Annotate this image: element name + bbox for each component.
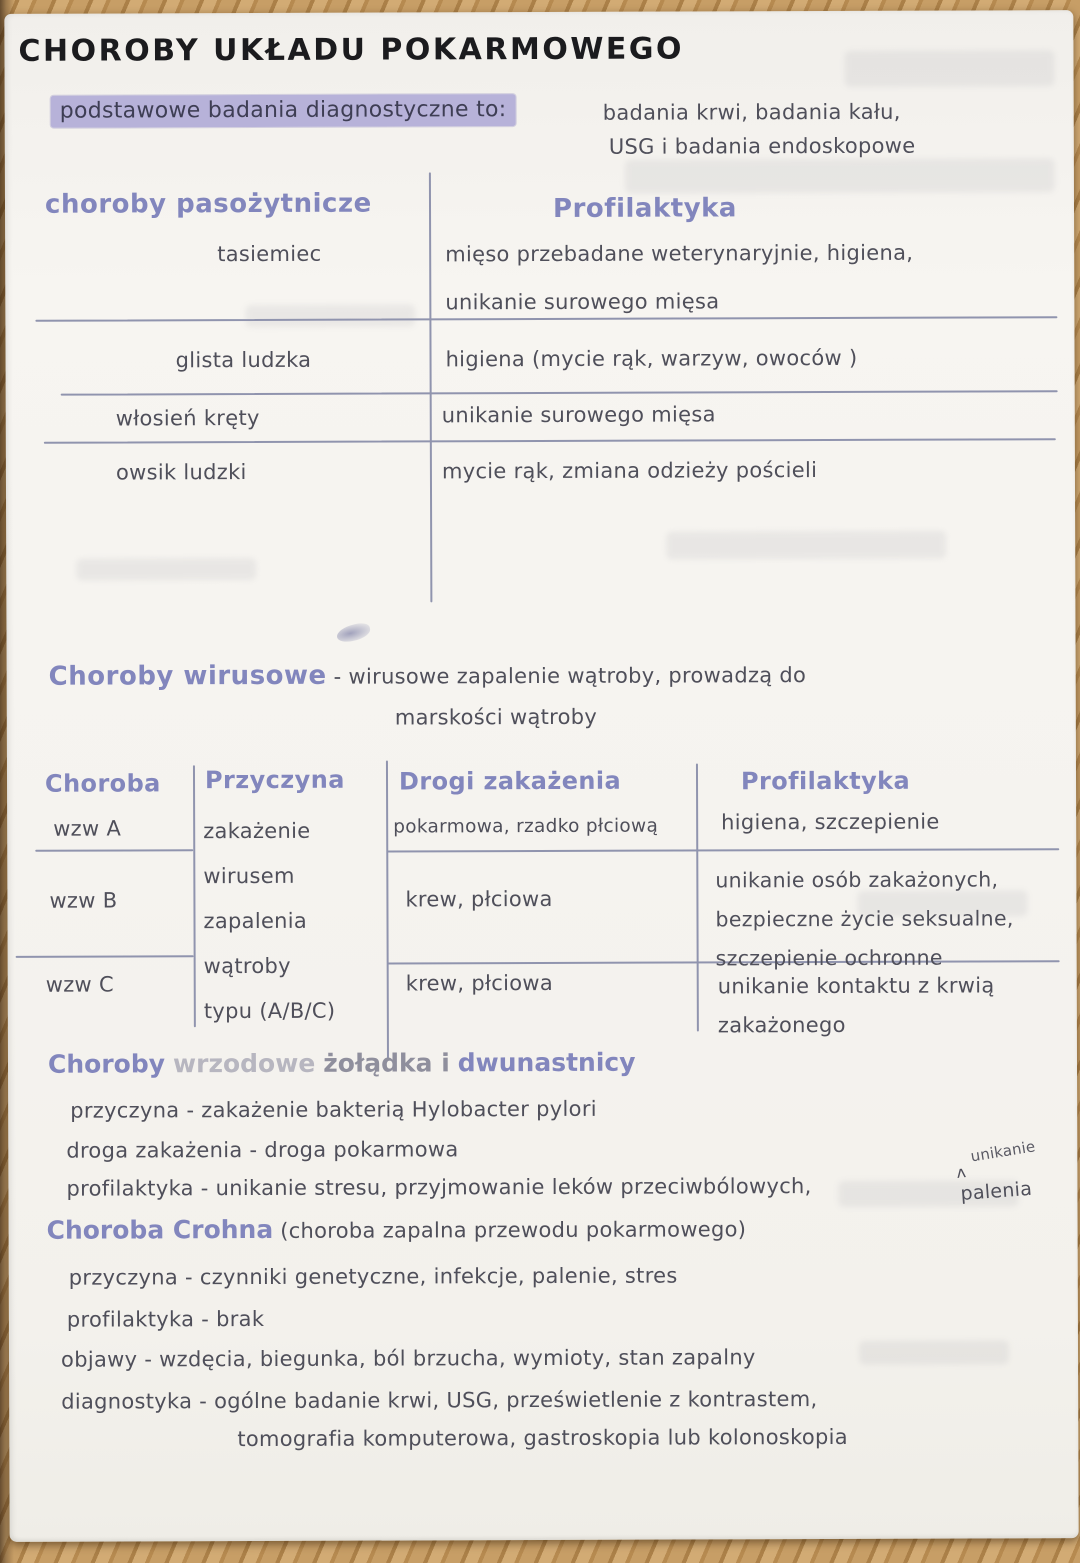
- table1-disease: owsik ludzki: [115, 460, 247, 485]
- table1-prevention: unikanie surowego mięsa: [441, 402, 716, 428]
- parasites-col2-header: Profilaktyka: [552, 193, 738, 224]
- ulcer-insert-unikanie: unikanie: [969, 1137, 1037, 1166]
- crohn-diagnostics-line1: diagnostyka - ogólne badanie krwi, USG, prześwietlenie z kontrastem,: [61, 1387, 818, 1414]
- table1-disease: włosień kręty: [115, 405, 260, 431]
- table1-row-divider: [44, 438, 1056, 444]
- table2-disease: wzw A: [53, 816, 122, 841]
- table2-prevention: unikanie kontaktu z krwią zakażonego: [717, 973, 995, 1038]
- viral-description: - wirusowe zapalenie wątroby, prowadzą do: [326, 663, 807, 689]
- table1-disease: tasiemiec: [217, 241, 322, 267]
- table2-disease: wzw B: [49, 888, 118, 913]
- table2-header-profilaktyka: Profilaktyka: [740, 766, 911, 796]
- notebook-page: [4, 10, 1078, 1542]
- table1-prevention: mycie rąk, zmiana odzieży pościeli: [441, 458, 818, 484]
- table2-vertical-divider: [696, 763, 699, 1031]
- crohn-heading: Choroba Crohna: [46, 1214, 274, 1245]
- table2-prevention: higiena, szczepienie: [721, 809, 940, 835]
- table1-disease: glista ludzka: [175, 347, 312, 373]
- table2-disease: wzw C: [45, 972, 114, 997]
- table2-vertical-divider: [386, 761, 389, 1059]
- table2-transmission: krew, płciowa: [405, 970, 554, 996]
- parasites-col1-header: choroby pasożytnicze: [44, 188, 372, 220]
- insert-caret: ʌ: [955, 1162, 967, 1182]
- table2-transmission: krew, płciowa: [405, 886, 553, 912]
- ulcer-cause: przyczyna - zakażenie bakterią Hylobacter pylori: [70, 1096, 597, 1123]
- table1-row-divider: [61, 390, 1058, 395]
- table2-transmission: pokarmowa, rzadko płciową: [393, 815, 659, 838]
- bleed-through-smudge: [76, 558, 256, 581]
- crohn-heading-note: (choroba zapalna przewodu pokarmowego): [273, 1217, 747, 1243]
- ulcer-heading-dwunastnicy: dwunastnicy: [457, 1047, 636, 1078]
- ink-smudge: [335, 621, 372, 644]
- ulcer-transmission: droga zakażenia - droga pokarmowa: [66, 1137, 459, 1163]
- ulcer-heading-choroby: Choroby: [47, 1049, 166, 1079]
- table1-prevention: mięso przebadane weterynaryjnie, higiena, unikanie surowego mięsa: [445, 240, 914, 315]
- bleed-through-smudge: [666, 531, 946, 560]
- table1-prevention: higiena (mycie rąk, warzyw, owoców ): [445, 345, 858, 372]
- highlighted-phrase: podstawowe badania diagnostyczne to:: [51, 94, 516, 128]
- table2-header-choroba: Choroba: [44, 769, 161, 798]
- crohn-symptoms: objawy - wzdęcia, biegunka, ból brzucha, wymioty, stan zapalny: [60, 1345, 756, 1372]
- table2-row-divider: [387, 848, 1059, 852]
- table2-row-divider: [16, 955, 194, 958]
- crohn-cause: przyczyna - czynniki genetyczne, infekcje, palenie, stres: [68, 1263, 678, 1290]
- intro-continuation: badania krwi, badania kału,: [602, 99, 901, 125]
- page-title: CHOROBY UKŁADU POKARMOWEGO: [18, 31, 685, 69]
- viral-description-line2: marskości wątroby: [394, 704, 598, 730]
- table2-header-przyczyna: Przyczyna: [204, 765, 345, 795]
- ulcer-heading-wrzodowe: wrzodowe: [172, 1048, 316, 1079]
- crohn-prevention: profilaktyka - brak: [66, 1306, 265, 1332]
- intro-line2: USG i badania endoskopowe: [608, 133, 916, 159]
- ulcer-prevention: profilaktyka - unikanie stresu, przyjmowanie leków przeciwbólowych,: [66, 1174, 812, 1201]
- table2-cause-shared: zakażenie wirusem zapalenia wątroby typu (A/B/C): [203, 818, 336, 1024]
- table2-vertical-divider: [193, 765, 196, 1027]
- bleed-through-smudge: [859, 1340, 1009, 1365]
- ulcer-heading-zoladka: żołądka i: [323, 1048, 450, 1078]
- bleed-through-smudge: [844, 50, 1054, 87]
- bleed-through-smudge: [625, 158, 1055, 194]
- table2-row-divider: [35, 849, 193, 852]
- table2-header-drogi: Drogi zakażenia: [398, 766, 622, 796]
- viral-heading: Choroby wirusowe: [48, 660, 327, 692]
- bleed-through-smudge: [245, 304, 415, 327]
- crohn-diagnostics-line2: tomografia komputerowa, gastroskopia lub kolonoskopia: [237, 1424, 848, 1452]
- ulcer-insert-palenia: palenia: [959, 1177, 1033, 1206]
- table1-vertical-divider: [429, 172, 433, 602]
- table2-prevention: unikanie osób zakażonych, bezpieczne życie seksualne, szczepienie ochronne: [715, 867, 1014, 971]
